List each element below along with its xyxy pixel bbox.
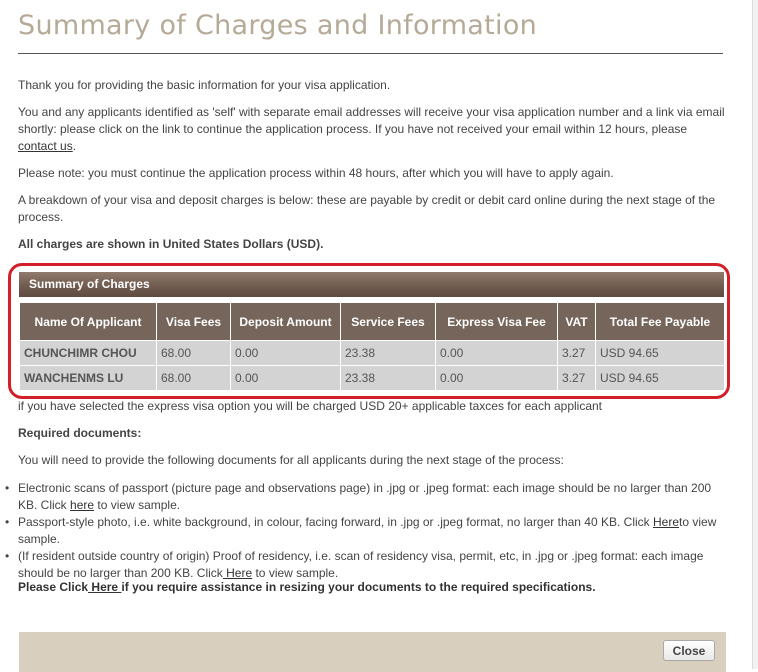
column-header: Name Of Applicant — [20, 303, 157, 341]
intro-paragraph-2 — [18, 104, 728, 155]
deposit-amount-cell: 0.00 — [231, 341, 341, 366]
list-item-end: to view sample. — [94, 498, 181, 512]
column-header: Deposit Amount — [231, 303, 341, 341]
service-fees-cell: 23.38 — [341, 366, 436, 391]
applicant-name-cell: WANCHENMS LU — [20, 366, 157, 391]
residency-sample-link[interactable]: Here — [222, 566, 253, 580]
applicant-name-cell: CHUNCHIMR CHOU — [20, 341, 157, 366]
column-header: Total Fee Payable — [596, 303, 725, 341]
intro-paragraph-2-text: You and any applicants identified as 'self' with separate email addresses will receive your visa application number and a link via email shortly: please click on the link to continue the application process. If you have not received your email within 12 hours, please — [18, 105, 725, 136]
list-item-text: Passport-style photo, i.e. white background, in colour, facing forward, in .jpg or .jpeg format, no larger than 40 KB. Click — [18, 515, 653, 529]
intro-paragraph-1: Thank you for providing the basic information for your visa application. — [18, 78, 391, 92]
summary-of-charges-header: Summary of Charges — [19, 272, 724, 297]
list-item-end: to view sample. — [18, 515, 717, 546]
title-divider — [18, 53, 723, 54]
passport-sample-link[interactable]: here — [70, 498, 95, 512]
vat-cell: 3.27 — [558, 341, 596, 366]
list-item — [18, 514, 730, 548]
service-fees-cell: 23.38 — [341, 341, 436, 366]
list-item — [18, 480, 730, 514]
column-header: VAT — [558, 303, 596, 341]
deposit-amount-cell: 0.00 — [231, 366, 341, 391]
assist-text: Please Click — [18, 580, 89, 594]
column-header: Service Fees — [341, 303, 436, 341]
visa-fees-cell: 68.00 — [157, 366, 231, 391]
visa-fees-cell: 68.00 — [157, 341, 231, 366]
intro-paragraph-4: A breakdown of your visa and deposit charges is below: these are payable by credit or debit card online during the next stage of the process. — [18, 193, 716, 224]
intro-paragraph-3: Please note: you must continue the application process within 48 hours, after which you will have to apply again. — [18, 166, 614, 180]
total-fee-cell: USD 94.65 — [596, 366, 725, 391]
total-fee-cell: USD 94.65 — [596, 341, 725, 366]
express-visa-footnote: if you have selected the express visa option you will be charged USD 20+ applicable taxces for each applicant — [18, 399, 603, 413]
required-documents-list — [18, 480, 730, 582]
close-button[interactable]: Close — [663, 640, 715, 661]
contact-us-link[interactable]: contact us — [18, 139, 73, 153]
resize-help-link[interactable]: Here — [88, 580, 122, 594]
footer-bar — [19, 632, 726, 672]
list-item-text: (If resident outside country of origin) Proof of residency, i.e. scan of residency visa, permit, etc, in .jpg or .jpeg format: each image should be no larger than 200 KB. Click — [18, 549, 704, 580]
photo-sample-link[interactable]: Here — [653, 515, 680, 529]
intro-paragraph-2-end: . — [72, 139, 77, 153]
intro-section — [18, 77, 728, 263]
required-documents-intro: You will need to provide the following documents for all applicants during the next stage of the process: — [18, 453, 564, 467]
column-header: Express Visa Fee — [436, 303, 558, 341]
list-item — [18, 548, 730, 582]
express-visa-fee-cell: 0.00 — [436, 366, 558, 391]
table-row — [20, 341, 725, 366]
resize-assistance-note — [18, 580, 596, 594]
assist-end: if you require assistance in resizing your documents to the required specifications. — [121, 580, 596, 594]
express-visa-fee-cell: 0.00 — [436, 341, 558, 366]
list-item-text: Electronic scans of passport (picture page and observations page) in .jpg or .jpeg format: each image should be no larger than 200 KB. Click — [18, 481, 712, 512]
table-row — [20, 366, 725, 391]
charges-table — [19, 302, 725, 391]
column-header: Visa Fees — [157, 303, 231, 341]
vat-cell: 3.27 — [558, 366, 596, 391]
vertical-scrollbar[interactable] — [752, 0, 758, 669]
page-title: Summary of Charges and Information — [18, 10, 538, 41]
currency-note: All charges are shown in United States Dollars (USD). — [18, 237, 324, 251]
required-documents-title: Required documents: — [18, 426, 142, 440]
list-item-end: to view sample. — [252, 566, 339, 580]
table-header-row — [20, 303, 725, 341]
